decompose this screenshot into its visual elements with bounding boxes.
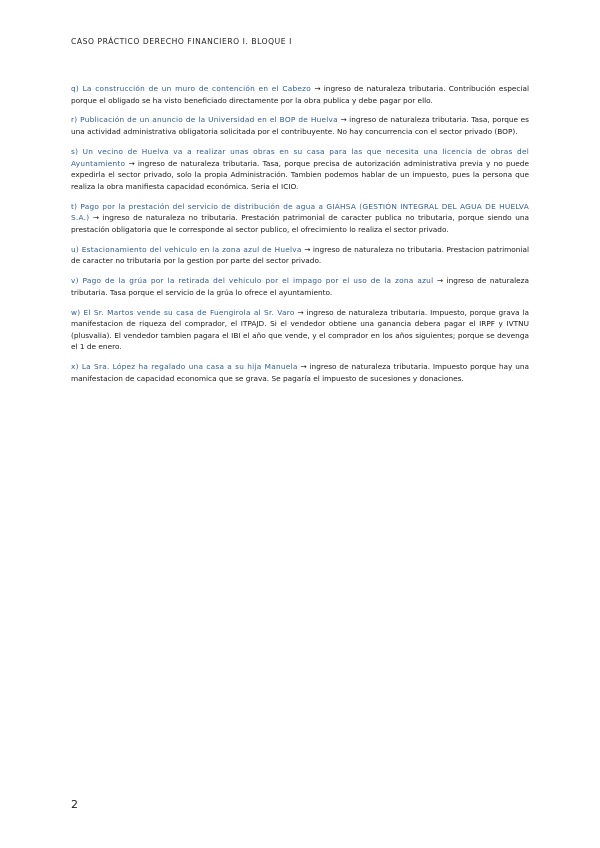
page-header: CASO PRÁCTICO DERECHO FINANCIERO I. BLOQUE I [71, 37, 292, 46]
case-item-q [71, 83, 529, 106]
case-question: r) Publicación de un anuncio de la Universidad en el BOP de Huelva [71, 115, 338, 125]
arrow-icon: → [436, 276, 444, 286]
arrow-icon: → [304, 244, 311, 254]
case-answer: ingreso de naturaleza tributaria. Tasa, porque es una actividad administrativa obligatoria solicitada por el contribuyente. No hay concurrencia con el sector privado (BOP). [71, 115, 529, 137]
case-question: u) Estacionamiento del vehiculo en la zona azul de Huelva [71, 244, 302, 254]
case-answer: ingreso de naturaleza tributaria. Impuesto porque hay una manifestacion de capacidad economica que se grava. Se pagaría el impuesto de sucesiones y donaciones. [71, 362, 529, 383]
arrow-icon: → [92, 213, 100, 223]
arrow-icon: → [340, 115, 347, 125]
case-answer: ingreso de naturaleza tributaria. Contribución especial porque el obligado se ha visto beneficiado directamente por la obra publica y debe pagar por ello. [71, 84, 529, 105]
document-body [71, 83, 529, 393]
case-question: v) Pago de la grúa por la retirada del vehiculo por el impago por el uso de la zona azul [71, 276, 434, 286]
case-answer: ingreso de naturaleza no tributaria. Prestación patrimonial de caracter publica no tributaria, porque siendo una prestación obligatoria que le corresponde al sector publico, el ofrecimiento lo realiza el sector privado. [71, 213, 529, 234]
case-item-s [71, 146, 529, 192]
case-item-r [71, 114, 529, 137]
case-item-u [71, 244, 529, 267]
page-number: 2 [71, 798, 78, 811]
arrow-icon: → [314, 84, 321, 93]
case-answer: ingreso de naturaleza tributaria. Impuesto, porque grava la manifestacion de riqueza del comprador, el ITPAJD. Si el vendedor obtiene una ganancia debera pagar el IRPF y IVTNU (plusvalia). El vendedor tambien pagara el IBI el año que vende, y el comprador en los años siguientes; porque se devenga el 1 de enero. [71, 307, 529, 352]
case-question: x) La Sra. López ha regalado una casa a su hija Manuela [71, 362, 298, 372]
case-question: w) El Sr. Martos vende su casa de Fuengirola al Sr. Varo [71, 307, 295, 317]
case-item-w [71, 307, 529, 353]
case-question: t) Pago por la prestación del servicio de distribución de agua a GIAHSA (GESTIÓN INTEGRAL DEL AGUA DE HUELVA S.A.) [71, 201, 529, 223]
case-item-v [71, 275, 529, 298]
arrow-icon: → [297, 307, 304, 317]
case-item-x [71, 361, 529, 384]
case-answer: ingreso de naturaleza tributaria. Tasa porque el servicio de la grúa lo ofrece el ayuntamiento. [71, 276, 529, 297]
case-question: s) Un vecino de Huelva va a realizar unas obras en su casa para las que necesita una licencia de obras del Ayuntamiento [71, 146, 529, 168]
arrow-icon: → [300, 362, 307, 372]
case-question: q) La construcción de un muro de contención en el Cabezo [71, 84, 312, 93]
case-item-t [71, 201, 529, 236]
case-answer: ingreso de naturaleza tributaria. Tasa, porque precisa de autorización administrativa previa y no puede expedirla el sector privado, solo la propia Administración. Tambien podemos hablar de un impuesto, pues la persona que realiza la obra manifiesta capacidad económica. Seria el ICIO. [71, 158, 529, 191]
case-answer: ingreso de naturaleza no tributaria. Prestacion patrimonial de caracter no tributaria por la gestion por parte del sector privado. [71, 244, 530, 266]
arrow-icon: → [128, 158, 135, 168]
